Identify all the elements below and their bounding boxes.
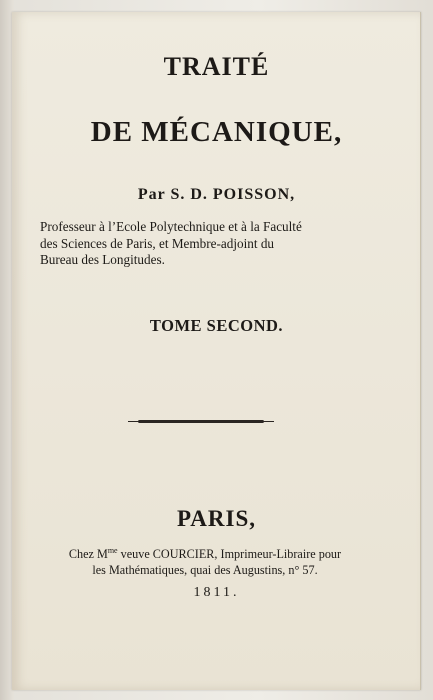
affiliation-line-2: des Sciences de Paris, et Membre-adjoint du — [40, 235, 275, 251]
affiliation-line-1: Professeur à l’Ecole Polytechnique et à la Faculté — [40, 219, 302, 234]
author-affiliation — [40, 219, 360, 269]
publisher-imprint — [32, 543, 378, 578]
title-line-1: TRAITÉ — [163, 52, 270, 81]
volume-label: TOME SECOND. — [149, 316, 284, 335]
publisher-line-1-rest: veuve COURCIER, Imprimeur-Libraire pour — [117, 547, 342, 562]
publisher-line-2: les Mathématiques, quai des Augustins, n° 57. — [92, 563, 318, 578]
imprint-city: PARIS, — [176, 506, 257, 531]
publisher-chez: Chez M — [68, 547, 108, 562]
title-line-2: DE MÉCANIQUE, — [90, 116, 343, 148]
publisher-me-superscript: me — [107, 546, 118, 555]
ornamental-rule — [138, 420, 264, 423]
publication-year: 1811. — [193, 585, 240, 600]
author-byline: Par S. D. POISSON, — [137, 186, 296, 203]
affiliation-line-3: Bureau des Longitudes. — [40, 252, 165, 267]
